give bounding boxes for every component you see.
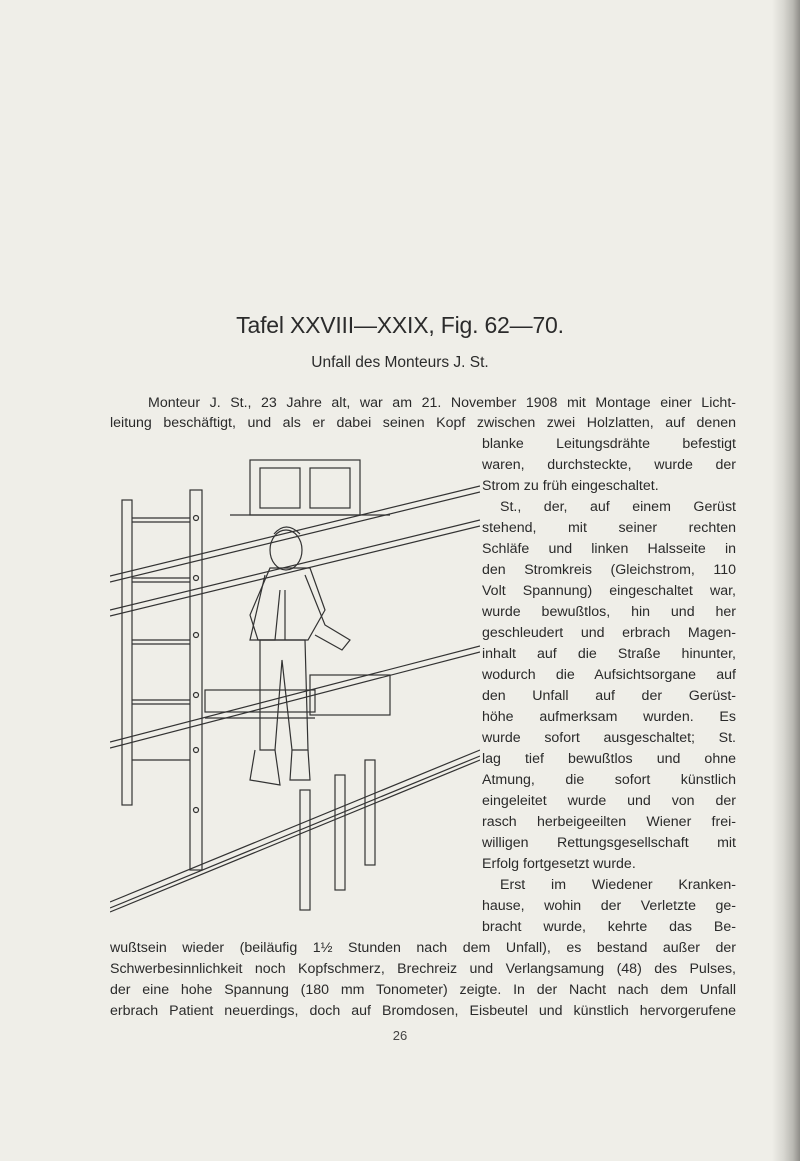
column-line: blanke Leitungsdrähte befestigt [482,436,736,452]
upper-beam [230,460,390,515]
paragraph-line: Schwerbesinnlichkeit noch Kopfschmerz, Brechreiz und Verlangsamung (48) des Pulses, [110,961,736,977]
column-line: Atmung, die sofort künstlich [482,772,736,788]
column-line: wodurch die Aufsichtsorgane auf [482,667,736,683]
page-title: Tafel XXVIII—XXIX, Fig. 62—70. [236,312,564,338]
column-line: St., der, auf einem Gerüst [500,499,736,515]
column-line: den Unfall auf der Gerüst- [482,688,736,704]
wooden-rails [110,486,480,912]
paragraph-line: Monteur J. St., 23 Jahre alt, war am 21. November 1908 mit Montage einer Licht- [148,395,736,411]
column-line: höhe aufmerksam wurden. Es [482,709,736,725]
column-line: hause, wohin der Verletzte ge- [482,898,736,914]
lower-posts [300,760,375,910]
column-line: stehend, mit seiner rechten [482,520,736,536]
column-line: wurde sofort ausgeschaltet; St. [482,730,736,746]
paragraph-line: erbrach Patient neuerdings, doch auf Bromdosen, Eisbeutel und künstlich hervorgerufene [110,1003,736,1019]
page-subtitle: Unfall des Monteurs J. St. [311,354,489,371]
column-line: geschleudert und erbrach Magen- [482,625,736,641]
column-line: willigen Rettungsgesellschaft mit [482,835,736,851]
column-line: eingeleitet wurde und von der [482,793,736,809]
column-line: Strom zu früh eingeschaltet. [482,478,659,494]
column-line: Volt Spannung) eingeschaltet war, [482,583,736,599]
paragraph-line: leitung beschäftigt, und als er dabei seinen Kopf zwischen zwei Holzlatten, auf denen [110,415,736,431]
scaffold-posts [122,490,202,870]
column-line: Schläfe und linken Halsseite in [482,541,736,557]
column-line: rasch herbeigeeilten Wiener frei- [482,814,736,830]
column-line: lag tief bewußtlos und ohne [482,751,736,767]
paragraph-line: der eine hohe Spannung (180 mm Tonometer) zeigte. In der Nacht nach dem Unfall [110,982,736,998]
column-line: Erst im Wiedener Kranken- [500,877,736,893]
column-line: Erfolg fortgesetzt wurde. [482,856,636,872]
column-line: inhalt auf die Straße hinunter, [482,646,736,662]
plank [205,675,390,718]
column-line: den Stromkreis (Gleichstrom, 110 [482,562,736,578]
worker-figure [250,527,350,785]
column-line: waren, durchsteckte, wurde der [482,457,736,473]
page-edge-shadow [772,0,800,1161]
column-line: bracht wurde, kehrte das Be- [482,919,736,935]
paragraph-line: wußtsein wieder (beiläufig 1½ Stunden nach dem Unfall), es bestand außer der [110,940,736,956]
column-line: wurde bewußtlos, hin und her [482,604,736,620]
page-number: 26 [392,1028,408,1043]
scaffold-illustration [110,450,480,930]
